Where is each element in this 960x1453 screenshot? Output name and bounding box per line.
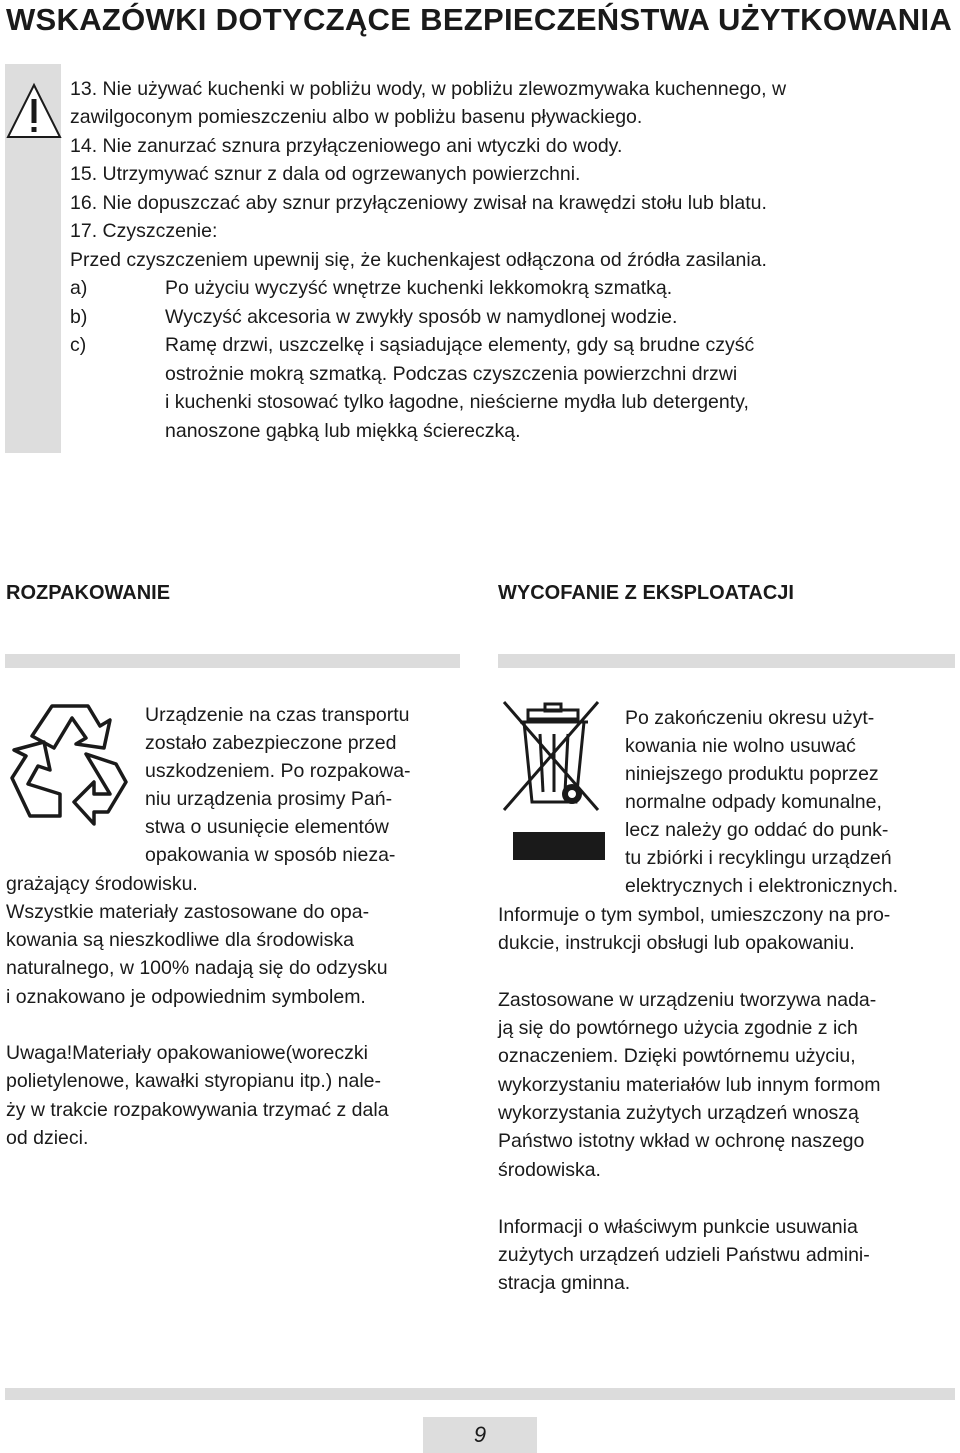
section-divider (5, 654, 460, 668)
paragraph-line: zostało zabezpieczone przed (145, 732, 397, 754)
paragraph-line: Urządzenie na czas transportu (145, 704, 410, 726)
safety-line: 15. Utrzymywać sznur z dala od ogrzewanych powierzchni. (70, 163, 581, 185)
paragraph-line: Informuje o tym symbol, umieszczony na pro- (498, 904, 891, 926)
section-title-unpacking: ROZPAKOWANIE (6, 582, 171, 604)
paragraph-line: Zastosowane w urządzeniu tworzywa nada- (498, 989, 877, 1011)
paragraph-line: niu urządzenia prosimy Pań- (145, 788, 393, 810)
paragraph-line: dukcie, instrukcji obsługi lub opakowaniu. (498, 932, 855, 954)
paragraph-line: stracja gminna. (498, 1272, 631, 1294)
safety-line: 16. Nie dopuszczać aby sznur przyłączeniowy zwisał na krawędzi stołu lub blatu. (70, 192, 767, 214)
list-label: a) (70, 277, 88, 299)
page-number: 9 (423, 1417, 537, 1453)
paragraph-line: zużytych urządzeń udzieli Państwu admini- (498, 1244, 870, 1266)
paragraph-line: kowania nie wolno usuwać (625, 735, 856, 757)
paragraph-line: naturalnego, w 100% nadają się do odzysku (6, 957, 388, 979)
safety-line: Przed czyszczeniem upewnij się, że kuchenkajest odłączona od źródła zasilania. (70, 249, 767, 271)
list-item-text: nanoszone gąbką lub miękką ściereczką. (165, 420, 521, 442)
list-item-text: Ramę drzwi, uszczelkę i sąsiadujące elementy, gdy są brudne czyść (165, 334, 755, 356)
paragraph-line: normalne odpady komunalne, (625, 791, 882, 813)
paragraph-line: środowiska. (498, 1159, 601, 1181)
list-item-text: Wyczyść akcesoria w zwykły sposób w namydlonej wodzie. (165, 306, 678, 328)
note-line: polietylenowe, kawałki styropianu itp.) nale- (6, 1070, 382, 1092)
warning-triangle-icon (6, 82, 62, 140)
section-divider (498, 654, 955, 668)
paragraph-line: lecz należy go oddać do punk- (625, 819, 889, 841)
list-label: c) (70, 334, 87, 356)
page-title: WSKAZÓWKI DOTYCZĄCE BEZPIECZEŃSTWA UŻYTKOWANIA (6, 2, 953, 37)
list-item-text: ostrożnie mokrą szmatką. Podczas czyszczenia powierzchni drzwi (165, 363, 738, 385)
paragraph-line: opakowania w sposób nieza- (145, 844, 396, 866)
safety-line: zawilgoconym pomieszczeniu albo w pobliżu basenu pływackiego. (70, 106, 643, 128)
list-label: b) (70, 306, 88, 328)
paragraph-line: niniejszego produktu poprzez (625, 763, 879, 785)
paragraph-line: Państwo istotny wkład w ochronę naszego (498, 1130, 865, 1152)
footer-divider (5, 1388, 955, 1400)
paragraph-line: ją się do powtórnego użycia zgodnie z ich (498, 1017, 858, 1039)
paragraph-line: oznaczeniem. Dzięki powtórnemu użyciu, (498, 1045, 856, 1067)
paragraph-line: uszkodzeniem. Po rozpakowa- (145, 760, 411, 782)
list-item-text: Po użyciu wyczyść wnętrze kuchenki lekkomokrą szmatką. (165, 277, 673, 299)
paragraph-line: Informacji o właściwym punkcie usuwania (498, 1216, 858, 1238)
paragraph-line: Wszystkie materiały zastosowane do opa- (6, 901, 370, 923)
note-line: od dzieci. (6, 1127, 89, 1149)
paragraph-line: tu zbiórki i recyklingu urządzeń (625, 847, 892, 869)
paragraph-line: grażający środowisku. (6, 873, 198, 895)
safety-line: 17. Czyszczenie: (70, 220, 218, 242)
paragraph-line: i oznakowano je odpowiednim symbolem. (6, 986, 366, 1008)
paragraph-line: Po zakończeniu okresu użyt- (625, 707, 875, 729)
paragraph-line: stwa o usunięcie elementów (145, 816, 389, 838)
paragraph-line: wykorzystaniu materiałów lub innym formom (498, 1074, 881, 1096)
paragraph-line: wykorzystania zużytych urządzeń wnoszą (498, 1102, 859, 1124)
recycle-icon (4, 698, 132, 826)
section-title-disposal: WYCOFANIE Z EKSPLOATACJI (498, 582, 794, 604)
list-item-text: i kuchenki stosować tylko łagodne, nieścierne mydła lub detergenty, (165, 391, 749, 413)
crossed-out-bin-icon (500, 698, 608, 862)
paragraph-line: elektrycznych i elektronicznych. (625, 875, 899, 897)
paragraph-line: kowania są nieszkodliwe dla środowiska (6, 929, 354, 951)
note-line: ży w trakcie rozpakowywania trzymać z dala (6, 1099, 389, 1121)
safety-line: 14. Nie zanurzać sznura przyłączeniowego ani wtyczki do wody. (70, 135, 623, 157)
note-line: Uwaga!Materiały opakowaniowe(woreczki (6, 1042, 368, 1064)
safety-line: 13. Nie używać kuchenki w pobliżu wody, w pobliżu zlewozmywaka kuchennego, w (70, 78, 787, 100)
